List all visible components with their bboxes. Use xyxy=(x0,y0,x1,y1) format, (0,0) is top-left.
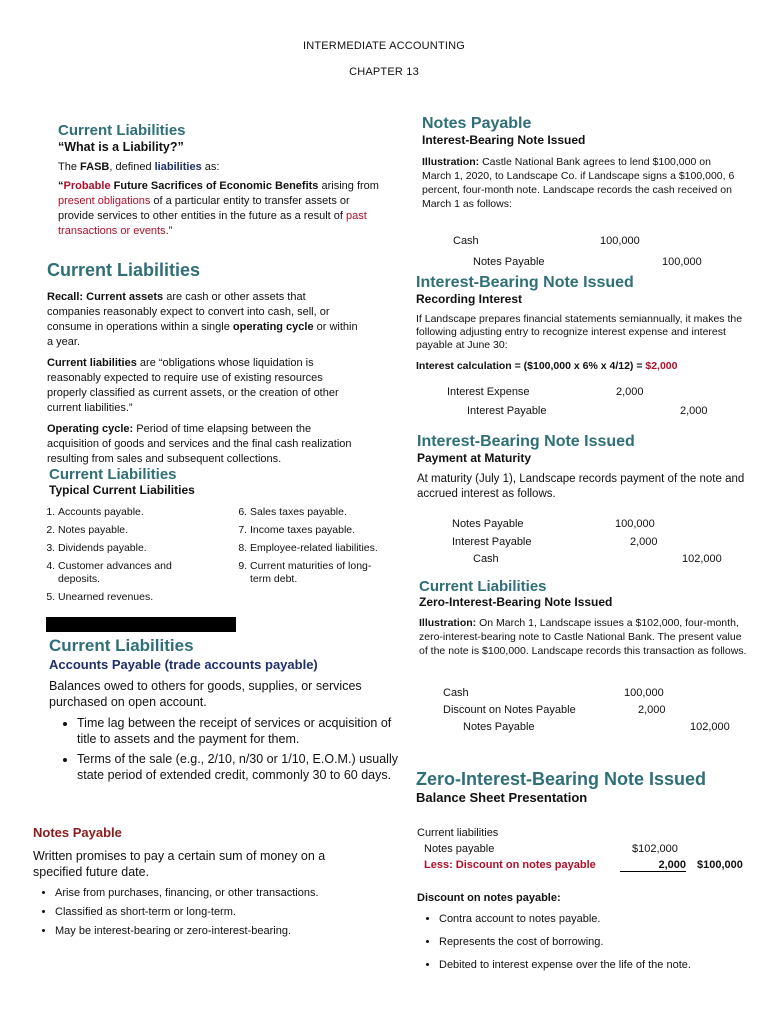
slide-subtitle: “What is a Liability?” xyxy=(58,140,184,154)
slide-title: Interest-Bearing Note Issued xyxy=(416,274,634,291)
journal-credit: 102,000 xyxy=(682,553,722,565)
journal-account: Interest Payable xyxy=(467,405,547,417)
illustration-text: Illustration: On March 1, Landscape issues a $102,000, four-month, zero-interest-bearing note to Castle National Bank. The present value of the note is $100,000. Landscape records this transaction as follows. xyxy=(419,617,747,657)
list-item: 9. Current maturities of long-term debt. xyxy=(250,560,378,586)
journal-debit: 2,000 xyxy=(630,536,658,548)
fasb-intro: The FASB, defined liabilities as: xyxy=(58,161,220,173)
slide-subtitle: Recording Interest xyxy=(416,292,523,306)
list-item: • Represents the cost of borrowing. xyxy=(439,935,757,950)
interest-bearing-note-slide xyxy=(422,115,742,211)
balance-sheet-presentation-slide xyxy=(416,769,756,805)
slide-subtitle: Zero-Interest-Bearing Note Issued xyxy=(419,595,613,609)
list-item: 6. Sales taxes payable. xyxy=(250,506,378,519)
document-header-course: INTERMEDIATE ACCOUNTING xyxy=(302,40,466,52)
slide-title: Current Liabilities xyxy=(47,260,201,280)
balance-sheet-amount: $102,000 xyxy=(632,843,678,855)
notes-payable-body: Written promises to pay a certain sum of money on a specified future date. xyxy=(33,849,326,879)
list-item: • Time lag between the receipt of services or acquisition of title to assets and the payment for them. xyxy=(77,715,401,747)
journal-credit: 100,000 xyxy=(662,256,702,268)
list-item: • Terms of the sale (e.g., 2/10, n/30 or 1/10, E.O.M.) usually state period of extended credit, commonly 30 to 60 days. xyxy=(77,751,401,783)
journal-credit: 102,000 xyxy=(690,721,730,733)
journal-debit: 100,000 xyxy=(624,687,664,699)
list-item: 8. Employee-related liabilities. xyxy=(250,542,378,555)
recording-interest-body: If Landscape prepares financial statements semiannually, it makes the following adjusting entry to recognize interest expense and interest payable at June 30: xyxy=(416,313,743,351)
slide-title: Current Liabilities xyxy=(58,122,186,139)
journal-account: Notes Payable xyxy=(452,518,524,530)
list-item: • Debited to interest expense over the life of the note. xyxy=(439,958,757,973)
list-item: • Classified as short-term or long-term. xyxy=(55,905,373,920)
journal-account: Cash xyxy=(453,235,479,247)
illustration-text: Illustration: Castle National Bank agrees to lend $100,000 on March 1, 2020, to Landscape Co. if Landscape signs a $100,000, 6 percent, four-month note. Landscape records the cash received on March 1 as follows: xyxy=(422,156,735,210)
payment-at-maturity-body: At maturity (July 1), Landscape records payment of the note and accrued interest as follows. xyxy=(417,473,745,500)
what-is-liability-slide xyxy=(58,122,388,239)
accounts-payable-slide xyxy=(49,636,401,787)
balance-sheet-heading: Current liabilities xyxy=(417,827,499,839)
slide-title: Notes Payable xyxy=(33,825,122,840)
balance-sheet-label: Less: Discount on notes payable xyxy=(424,859,596,871)
slide-subtitle: Accounts Payable (trade accounts payable) xyxy=(49,657,318,672)
zero-interest-note-slide xyxy=(419,578,749,658)
journal-account: Interest Payable xyxy=(452,536,532,548)
discount-heading: Discount on notes payable: xyxy=(417,892,561,904)
notes-payable-overview-slide xyxy=(33,825,373,943)
document-header-chapter: CHAPTER 13 xyxy=(349,66,419,78)
list-item: • Contra account to notes payable. xyxy=(439,912,757,927)
balance-sheet-total: $100,000 xyxy=(697,859,743,871)
list-item: 3. Dividends payable. xyxy=(58,542,206,555)
balance-sheet-label: Notes payable xyxy=(424,843,495,855)
balance-sheet-amount: 2,000 xyxy=(620,859,686,872)
fasb-definition: “Probable Future Sacrifices of Economic Benefits arising from present obligations of a particular entity to transfer assets or provide services to other entities in the future as a result of past transactions or events.” xyxy=(58,180,379,237)
typical-liabilities-slide xyxy=(49,466,389,497)
typical-liabilities-list-left xyxy=(36,506,206,609)
slide-title: Zero-Interest-Bearing Note Issued xyxy=(416,769,707,789)
journal-account: Discount on Notes Payable xyxy=(443,704,576,716)
journal-debit: 2,000 xyxy=(638,704,666,716)
recall-paragraph: Recall: Current assets are cash or other assets that companies reasonably expect to convert into cash, sell, or consume in operations within a single operating cycle or within a year. xyxy=(47,291,358,348)
list-item: 7. Income taxes payable. xyxy=(250,524,378,537)
interest-calculation: Interest calculation = ($100,000 x 6% x 4/12) = $2,000 xyxy=(416,360,678,372)
journal-account: Notes Payable xyxy=(463,721,535,733)
discount-bullets xyxy=(417,912,757,977)
list-item: 5. Unearned revenues. xyxy=(58,591,206,604)
slide-title: Current Liabilities xyxy=(49,466,177,483)
journal-account: Notes Payable xyxy=(473,256,545,268)
journal-debit: 100,000 xyxy=(615,518,655,530)
list-item: • Arise from purchases, financing, or other transactions. xyxy=(55,886,373,901)
typical-liabilities-list-right xyxy=(228,506,378,591)
slide-subtitle: Balance Sheet Presentation xyxy=(416,790,588,805)
list-item: • May be interest-bearing or zero-interest-bearing. xyxy=(55,924,373,939)
slide-title: Notes Payable xyxy=(422,115,532,132)
current-liabilities-definitions-slide xyxy=(47,260,359,467)
slide-subtitle: Typical Current Liabilities xyxy=(49,483,195,497)
slide-subtitle: Payment at Maturity xyxy=(417,451,532,465)
journal-credit: 2,000 xyxy=(680,405,708,417)
journal-account: Interest Expense xyxy=(447,386,530,398)
slide-subtitle: Interest-Bearing Note Issued xyxy=(422,133,586,147)
journal-debit: 2,000 xyxy=(616,386,644,398)
current-liabilities-paragraph: Current liabilities are “obligations whose liquidation is reasonably expected to require use of existing resources properly classified as current assets, or the creation of other current liabilities.” xyxy=(47,357,339,414)
list-item: 2. Notes payable. xyxy=(58,524,206,537)
journal-account: Cash xyxy=(443,687,469,699)
list-item: 1. Accounts payable. xyxy=(58,506,206,519)
journal-account: Cash xyxy=(473,553,499,565)
recording-interest-slide xyxy=(416,274,746,372)
list-item: 4. Customer advances and deposits. xyxy=(58,560,206,586)
slide-title: Current Liabilities xyxy=(49,636,194,655)
accounts-payable-body: Balances owed to others for goods, supplies, or services purchased on open account. xyxy=(49,679,362,709)
slide-title: Interest-Bearing Note Issued xyxy=(417,433,635,450)
slide-title: Current Liabilities xyxy=(419,578,547,595)
journal-debit: 100,000 xyxy=(600,235,640,247)
payment-at-maturity-slide xyxy=(417,433,747,502)
redaction-bar xyxy=(46,617,236,632)
operating-cycle-paragraph: Operating cycle: Period of time elapsing between the acquisition of goods and services and the final cash realization resulting from sales and subsequent collections. xyxy=(47,423,352,465)
